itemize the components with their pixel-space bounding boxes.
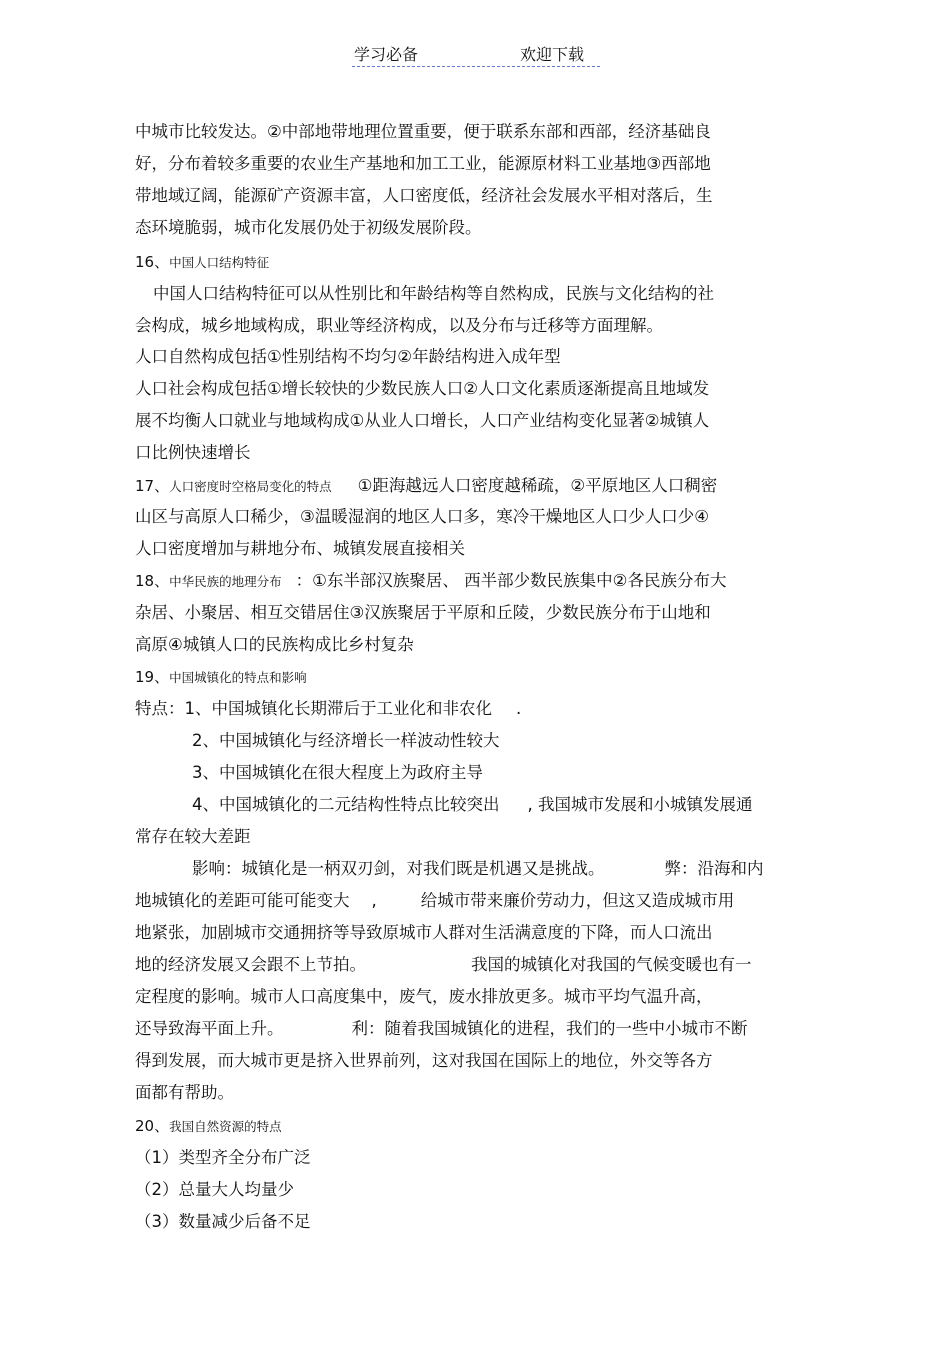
paragraph-line bbox=[135, 954, 752, 976]
section-17-first-line: ①距海越远人口密度越稀疏，②平原地区人口稠密 bbox=[357, 476, 718, 495]
text-segment: 给城市带来廉价劳动力，但这又造成城市用 bbox=[420, 891, 735, 910]
item-1-tail: . bbox=[516, 699, 522, 718]
section-title: 我国自然资源的特点 bbox=[169, 1119, 282, 1134]
paragraph-line: 人口自然构成包括①性别结构不均匀②年龄结构进入成年型 bbox=[135, 347, 561, 366]
paragraph-line: 得到发展，而大城市更是挤入世界前列，这对我国在国际上的地位，外交等各方 bbox=[135, 1051, 713, 1070]
section-number: 16、 bbox=[135, 253, 170, 271]
paragraph-line: 中城市比较发达。②中部地带地理位置重要，便于联系东部和西部，经济基础良 bbox=[135, 122, 711, 141]
paragraph-line bbox=[135, 1018, 748, 1040]
section-number: 18、 bbox=[135, 572, 170, 590]
section-17-heading bbox=[135, 475, 717, 498]
tedian-item-1: 1、中国城镇化长期滞后于工业化和非农化 bbox=[184, 699, 492, 718]
yingxiang-text: 影响：城镇化是一柄双刃剑，对我们既是机遇又是挑战。 bbox=[192, 859, 605, 878]
tedian-item-4-line bbox=[192, 794, 753, 816]
paragraph-line: 杂居、小聚居、相互交错居住③汉族聚居于平原和丘陵，少数民族分布于山地和 bbox=[135, 603, 711, 622]
text-segment: 我国的城镇化对我国的气候变暖也有一 bbox=[471, 955, 752, 974]
section-number: 20、 bbox=[135, 1117, 170, 1135]
text-segment: 地的经济发展又会跟不上节拍。 bbox=[135, 955, 366, 974]
paragraph-line: 山区与高原人口稀少，③温暖湿润的地区人口多，寒冷干燥地区人口少人口少④ bbox=[135, 507, 710, 526]
yingxiang-line bbox=[192, 858, 764, 880]
section-20-heading bbox=[135, 1115, 282, 1138]
paragraph-line: 高原④城镇人口的民族构成比乡村复杂 bbox=[135, 635, 414, 654]
bi-text: 弊：沿海和内 bbox=[664, 859, 764, 878]
section-title: 中华民族的地理分布 bbox=[169, 574, 282, 589]
paragraph-line: 会构成，城乡地域构成，职业等经济构成，以及分布与迁移等方面理解。 bbox=[135, 316, 663, 335]
paragraph-line: 地紧张，加剧城市交通拥挤等导致原城市人群对生活满意度的下降，而人口流出 bbox=[135, 923, 713, 942]
tedian-item-3: 3、中国城镇化在很大程度上为政府主导 bbox=[192, 763, 483, 782]
list-item: （2）总量大人均量少 bbox=[135, 1180, 294, 1199]
page-header bbox=[352, 40, 600, 67]
item-4-tail: , 我国城市发展和小城镇发展通 bbox=[527, 795, 753, 814]
text-segment: 利：随着我国城镇化的进程，我们的一些中小城市不断 bbox=[351, 1019, 748, 1038]
paragraph-line: 中国人口结构特征可以从性别比和年龄结构等自然构成，民族与文化结构的社 bbox=[153, 284, 714, 303]
header-right-text: 欢迎下载 bbox=[520, 45, 585, 64]
paragraph-line: 人口社会构成包括①增长较快的少数民族人口②人口文化素质逐渐提高且地域发 bbox=[135, 379, 710, 398]
paragraph-line: 面都有帮助。 bbox=[135, 1083, 234, 1102]
paragraph-line bbox=[135, 890, 734, 912]
section-title: 中国人口结构特征 bbox=[169, 255, 270, 270]
section-number: 19、 bbox=[135, 668, 170, 686]
tedian-item-4: 4、中国城镇化的二元结构性特点比较突出 bbox=[192, 795, 500, 814]
section-19-heading bbox=[135, 666, 307, 689]
paragraph-line: 展不均衡人口就业与地域构成①从业人口增长，人口产业结构变化显著②城镇人 bbox=[135, 411, 710, 430]
header-left-text: 学习必备 bbox=[354, 45, 419, 64]
paragraph-line: 好，分布着较多重要的农业生产基地和加工工业，能源原材料工业基地③西部地 bbox=[135, 154, 711, 173]
list-item: （1）类型齐全分布广泛 bbox=[135, 1148, 311, 1167]
list-item: （3）数量减少后备不足 bbox=[135, 1212, 311, 1231]
section-title: 人口密度时空格局变化的特点 bbox=[169, 479, 332, 494]
section-title: 中国城镇化的特点和影响 bbox=[169, 670, 307, 685]
text-segment: , bbox=[371, 891, 377, 910]
tedian-line-1 bbox=[135, 698, 521, 720]
paragraph-line: 态环境脆弱，城市化发展仍处于初级发展阶段。 bbox=[135, 218, 482, 237]
section-16-heading bbox=[135, 251, 269, 274]
text-segment: 还导致海平面上升。 bbox=[135, 1019, 284, 1038]
paragraph-line: 定程度的影响。城市人口高度集中，废气，废水排放更多。城市平均气温升高， bbox=[135, 987, 713, 1006]
text-segment: 地城镇化的差距可能可能变大 bbox=[135, 891, 350, 910]
paragraph-line: 口比例快速增长 bbox=[135, 443, 251, 462]
tedian-label: 特点： bbox=[135, 699, 185, 718]
tedian-item-2: 2、中国城镇化与经济增长一样波动性较大 bbox=[192, 731, 500, 750]
paragraph-line: 常存在较大差距 bbox=[135, 827, 251, 846]
paragraph-line: 带地域辽阔，能源矿产资源丰富，人口密度低，经济社会发展水平相对落后，生 bbox=[135, 186, 713, 205]
section-18-first-line: ：①东半部汉族聚居、 西半部少数民族集中②各民族分布大 bbox=[295, 571, 727, 590]
section-18-heading bbox=[135, 570, 726, 593]
paragraph-line: 人口密度增加与耕地分布、城镇发展直接相关 bbox=[135, 539, 465, 558]
section-number: 17、 bbox=[135, 477, 170, 495]
